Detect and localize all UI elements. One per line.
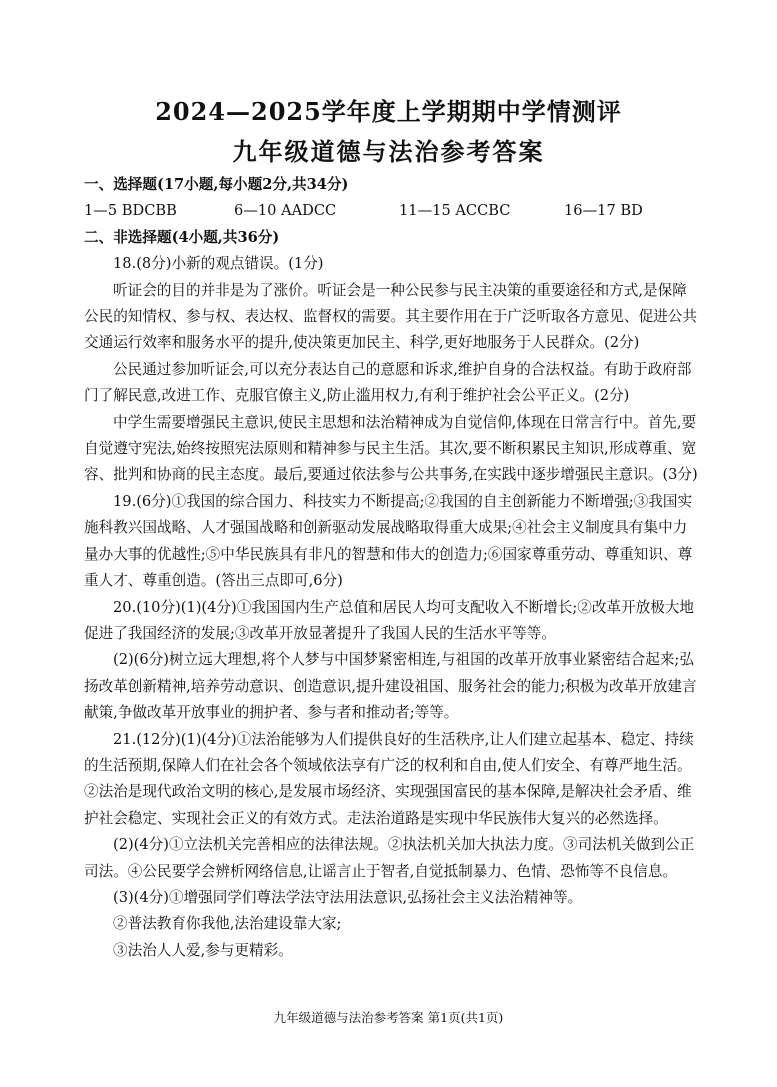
q20-part1: 20.(10分)(1)(4分)①我国国内生产总值和居民人均可支配收入不断增长;②改革开放极大地促进了我国经济的发展;③改革开放显著提升了我国人民的生活水平等等。: [84, 598, 695, 642]
page-subtitle: 九年级道德与法治参考答案: [232, 137, 545, 166]
q21-slogan: ②普法教育你我他,法治建设靠大家;: [113, 915, 342, 933]
mc-answer-group: 11—15 ACCBC: [399, 202, 511, 220]
page-title: 2024—2025学年度上学期期中学情测评: [155, 97, 622, 126]
mc-answer-group: 16—17 BD: [564, 202, 643, 220]
answer-content: [84, 172, 699, 964]
q21-part2: (2)(4分)①立法机关完善相应的法律法规。②执法机关加大执法力度。③司法机关做到公正司法。④公民要学会辨析网络信息,让谣言止于智者,自觉抵制暴力、色情、恐怖等不良信息。: [84, 836, 695, 880]
q21-part1: 21.(12分)(1)(4分)①法治能够为人们提供良好的生活秩序,让人们建立起基本、稳定、持续的生活预期,保障人们在社会各个领域依法享有广泛的权利和自由,使人们安全、有尊严地生活。②法治是现代政治文明的核心,是发展市场经济、实现强国富民的基本保障,是解决社会矛盾、维护社会稳定、实现社会正义的有效方式。走法治道路是实现中华民族伟大复兴的必然选择。: [84, 730, 694, 827]
q19-answer: 19.(6分)①我国的综合国力、科技实力不断提高;②我国的自主创新能力不断增强;③我国实施科教兴国战略、人才强国战略和创新驱动发展战略取得重大成果;④社会主义制度具有集中力量办大事的优越性;⑤中华民族具有非凡的智慧和伟大的创造力;⑥国家尊重劳动、尊重知识、尊重人才、尊重创造。(答出三点即可,6分): [84, 492, 693, 590]
q18-paragraph: 公民通过参加听证会,可以充分表达自己的意愿和诉求,维护自身的合法权益。有助于政府部门了解民意,改进工作、克服官僚主义,防止滥用权力,有利于维护社会公平正义。(2分): [84, 360, 692, 405]
section1-heading: 一、选择题(17小题,每小题2分,共34分): [84, 176, 349, 193]
mc-answer-group: 6—10 AADCC: [234, 202, 337, 220]
q21-part3: (3)(4分)①增强同学们尊法学法守法用法意识,弘扬社会主义法治精神等。: [113, 888, 583, 906]
q18-paragraph: 中学生需要增强民主意识,使民主思想和法治精神成为自觉信仰,体现在日常言行中。首先,要自觉遵守宪法,始终按照宪法原则和精神参与民主生活。其次,要不断积累民主知识,形成尊重、宽容、批判和协商的民主态度。最后,要通过依法参与公共事务,在实践中逐步增强民主意识。(3分): [84, 413, 698, 484]
page-footer: 九年级道德与法治参考答案 第1页(共1页): [273, 1010, 504, 1025]
q21-slogan: ③法治人人爱,参与更精彩。: [113, 941, 293, 959]
mc-answer-row: [84, 198, 699, 224]
q18-header: 18.(8分)小新的观点错误。(1分): [113, 255, 324, 273]
mc-answer-group: 1—5 BDCBB: [84, 202, 177, 220]
section2-heading: 二、非选择题(4小题,共36分): [84, 228, 280, 246]
q18-paragraph: 听证会的目的并非是为了涨价。听证会是一种公民参与民主决策的重要途径和方式,是保障公民的知情权、参与权、表达权、监督权的需要。其主要作用在于广泛听取各方意见、促进公共交通运行效率和服务水平的提升,使决策更加民主、科学,更好地服务于人民群众。(2分): [84, 281, 697, 352]
q20-part2: (2)(6分)树立远大理想,将个人梦与中国梦紧密相连,与祖国的改革开放事业紧密结合起来;弘扬改革创新精神,培养劳动意识、创造意识,提升建设祖国、服务社会的能力;积极为改革开放建言献策,争做改革开放事业的拥护者、参与者和推动者;等等。: [84, 651, 697, 722]
